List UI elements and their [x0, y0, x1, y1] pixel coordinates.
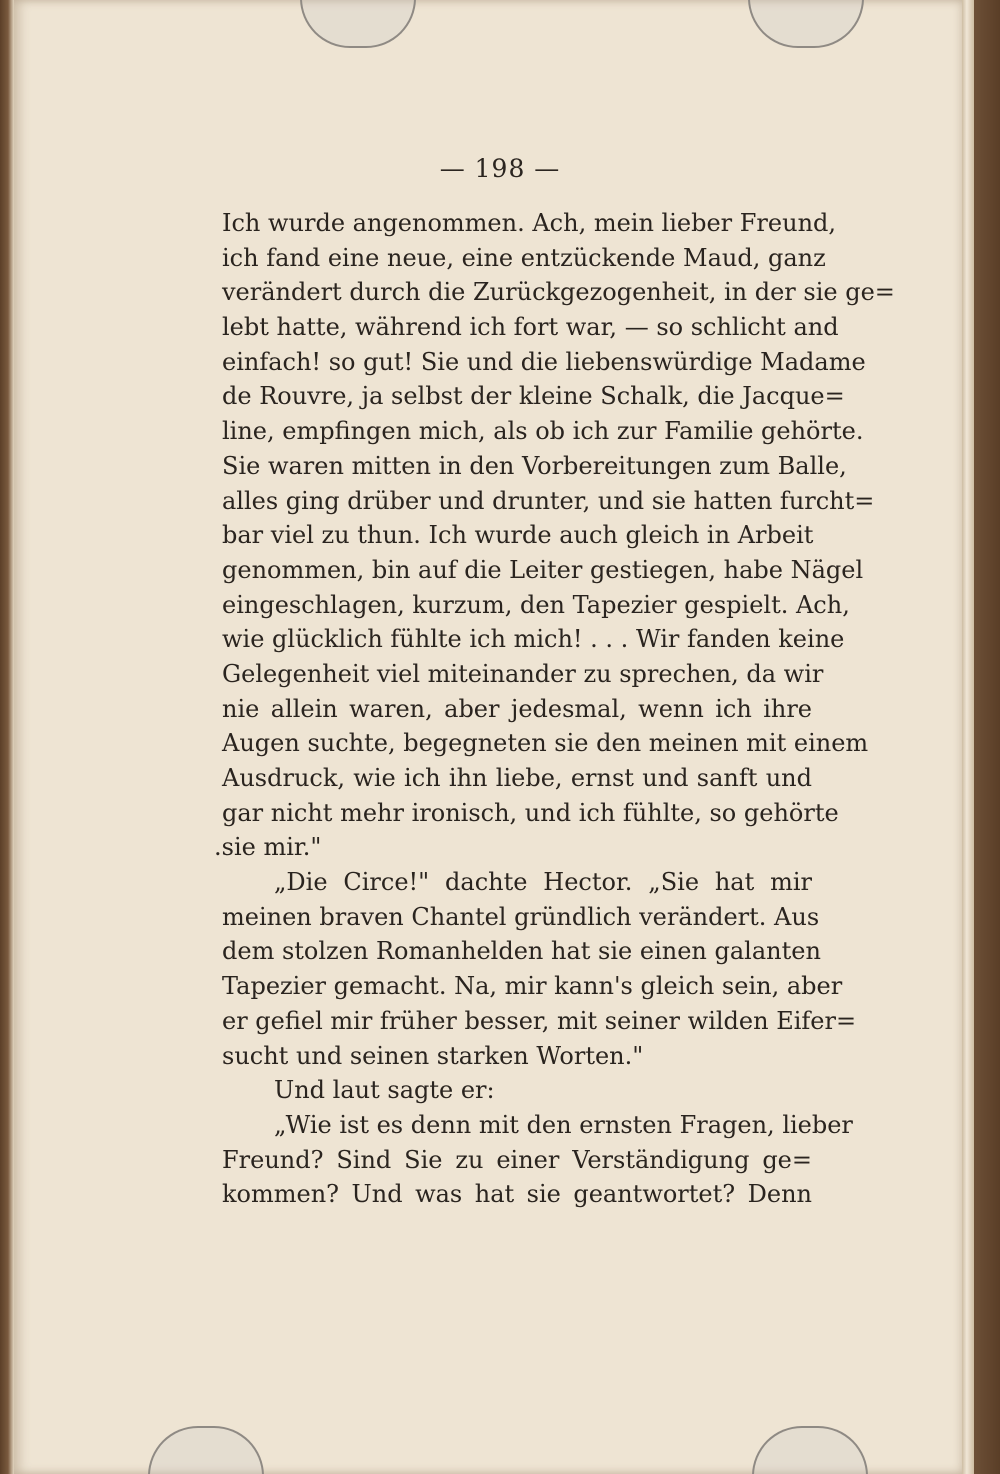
- text-line: er gefiel mir früher besser, mit seiner wilden Eifer=: [222, 1006, 857, 1035]
- text-line: Augen suchte, begegneten sie den meinen mit einem: [222, 729, 869, 758]
- text-line: „Wie ist es denn mit den ernsten Fragen, lieber: [274, 1110, 853, 1139]
- text-line: Und laut sagte er:: [274, 1076, 495, 1105]
- page-edge: [962, 0, 974, 1474]
- text-line: ich fand eine neue, eine entzückende Maud, ganz: [222, 243, 826, 272]
- text-line: alles ging drüber und drunter, und sie hatten furcht=: [222, 486, 875, 515]
- text-line: nie allein waren, aber jedesmal, wenn ich ihre: [222, 694, 812, 723]
- text-line: lebt hatte, während ich fort war, — so schlicht and: [222, 313, 839, 342]
- text-line: de Rouvre, ja selbst der kleine Schalk, die Jacque=: [222, 382, 845, 411]
- text-line: Sie waren mitten in den Vorbereitungen zum Balle,: [222, 451, 847, 480]
- text-line: einfach! so gut! Sie und die liebenswürdige Madame: [222, 347, 866, 376]
- text-line: Freund? Sind Sie zu einer Verständigung ge=: [222, 1145, 812, 1174]
- text-line: bar viel zu thun. Ich wurde auch gleich in Arbeit: [222, 521, 814, 550]
- text-line: Gelegenheit viel miteinander zu sprechen, da wir: [222, 659, 824, 688]
- text-line: wie glücklich fühlte ich mich! . . . Wir fanden keine: [222, 625, 845, 654]
- text-line: line, empfingen mich, als ob ich zur Familie gehörte.: [222, 417, 864, 446]
- text-line: meinen braven Chantel gründlich verändert. Aus: [222, 902, 820, 931]
- text-line: Tapezier gemacht. Na, mir kann's gleich sein, aber: [222, 972, 843, 1001]
- text-line: dem stolzen Romanhelden hat sie einen galanten: [222, 937, 821, 966]
- page-number: — 198 —: [439, 154, 561, 183]
- text-line: .sie mir.": [214, 833, 322, 862]
- text-line: „Die Circe!" dachte Hector. „Sie hat mir: [274, 868, 812, 897]
- text-line: Ausdruck, wie ich ihn liebe, ernst und sanft und: [222, 764, 812, 792]
- text-line: kommen? Und was hat sie geantwortet? Denn: [222, 1180, 812, 1209]
- body-text: [214, 206, 895, 1212]
- text-line: Ich wurde angenommen. Ach, mein lieber Freund,: [222, 209, 837, 237]
- text-line: verändert durch die Zurückgezogenheit, in der sie ge=: [222, 278, 895, 307]
- text-line: eingeschlagen, kurzum, den Tapezier gespielt. Ach,: [222, 590, 850, 619]
- text-line: gar nicht mehr ironisch, und ich fühlte, so gehörte: [222, 798, 839, 827]
- text-line: genommen, bin auf die Leiter gestiegen, habe Nägel: [222, 555, 864, 584]
- text-line: sucht und seinen starken Worten.": [222, 1041, 644, 1070]
